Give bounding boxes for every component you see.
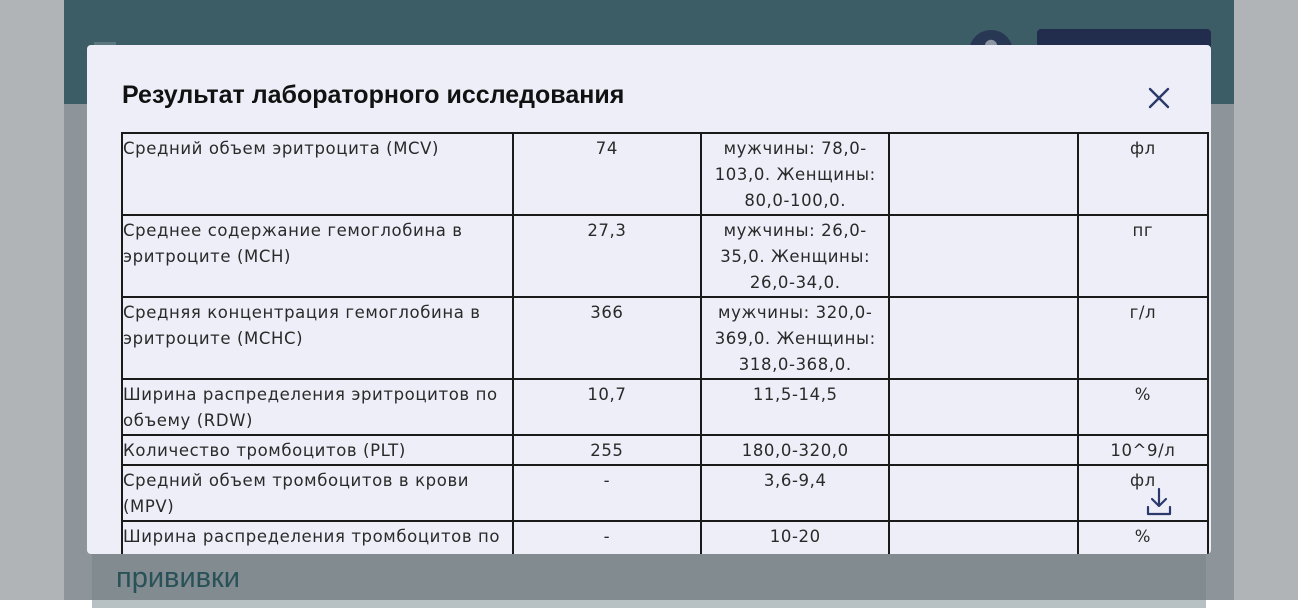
cell-value: -	[513, 465, 701, 521]
results-table	[121, 132, 1209, 554]
cell-reference: мужчины: 26,0-35,0. Женщины: 26,0-34,0.	[701, 215, 889, 297]
cell-reference: 180,0-320,0	[701, 435, 889, 465]
table-row	[122, 435, 1208, 465]
cell-name: Средняя концентрация гемоглобина в эритроците (MCHC)	[122, 297, 513, 379]
cell-value: 74	[513, 133, 701, 215]
cell-name: Ширина распределения эритроцитов по объему (RDW)	[122, 379, 513, 435]
cell-value: -	[513, 521, 701, 554]
section-title-vaccinations: прививки	[116, 562, 240, 594]
cell-unit: пг	[1078, 215, 1208, 297]
cell-reference: 10-20	[701, 521, 889, 554]
cell-unit: 10^9/л	[1078, 435, 1208, 465]
table-row	[122, 133, 1208, 215]
cell-note	[889, 379, 1077, 435]
cell-reference: мужчины: 78,0-103,0. Женщины: 80,0-100,0.	[701, 133, 889, 215]
cell-reference: 3,6-9,4	[701, 465, 889, 521]
cell-name: Количество тромбоцитов (PLT)	[122, 435, 513, 465]
cell-unit: фл	[1078, 133, 1208, 215]
cell-name: Ширина распределения тромбоцитов по	[122, 521, 513, 554]
cell-unit: фл	[1078, 465, 1208, 521]
table-row	[122, 297, 1208, 379]
cell-note	[889, 215, 1077, 297]
cell-note	[889, 297, 1077, 379]
close-button[interactable]	[1145, 84, 1173, 112]
modal-title: Результат лабораторного исследования	[122, 81, 625, 109]
cell-name: Средний объем эритроцита (MCV)	[122, 133, 513, 215]
table-row	[122, 521, 1208, 554]
cell-unit: %	[1078, 521, 1208, 554]
cell-reference: 11,5-14,5	[701, 379, 889, 435]
cell-value: 366	[513, 297, 701, 379]
cell-note	[889, 465, 1077, 521]
download-button[interactable]	[1145, 487, 1173, 517]
cell-unit: %	[1078, 379, 1208, 435]
results-table-body	[122, 132, 1208, 554]
cell-value: 255	[513, 435, 701, 465]
cell-reference: мужчины: 320,0-369,0. Женщины: 318,0-368,0.	[701, 297, 889, 379]
table-row	[122, 465, 1208, 521]
lab-result-modal	[87, 45, 1211, 554]
results-scroll-area[interactable]	[121, 132, 1211, 554]
cell-note	[889, 521, 1077, 554]
close-icon	[1145, 84, 1173, 112]
download-icon	[1145, 487, 1173, 517]
cell-unit: г/л	[1078, 297, 1208, 379]
cell-name: Среднее содержание гемоглобина в эритроците (MCH)	[122, 215, 513, 297]
cell-value: 10,7	[513, 379, 701, 435]
table-row	[122, 379, 1208, 435]
cell-note	[889, 133, 1077, 215]
cell-note	[889, 435, 1077, 465]
cell-value: 27,3	[513, 215, 701, 297]
table-row	[122, 215, 1208, 297]
cell-name: Средний объем тромбоцитов в крови (MPV)	[122, 465, 513, 521]
